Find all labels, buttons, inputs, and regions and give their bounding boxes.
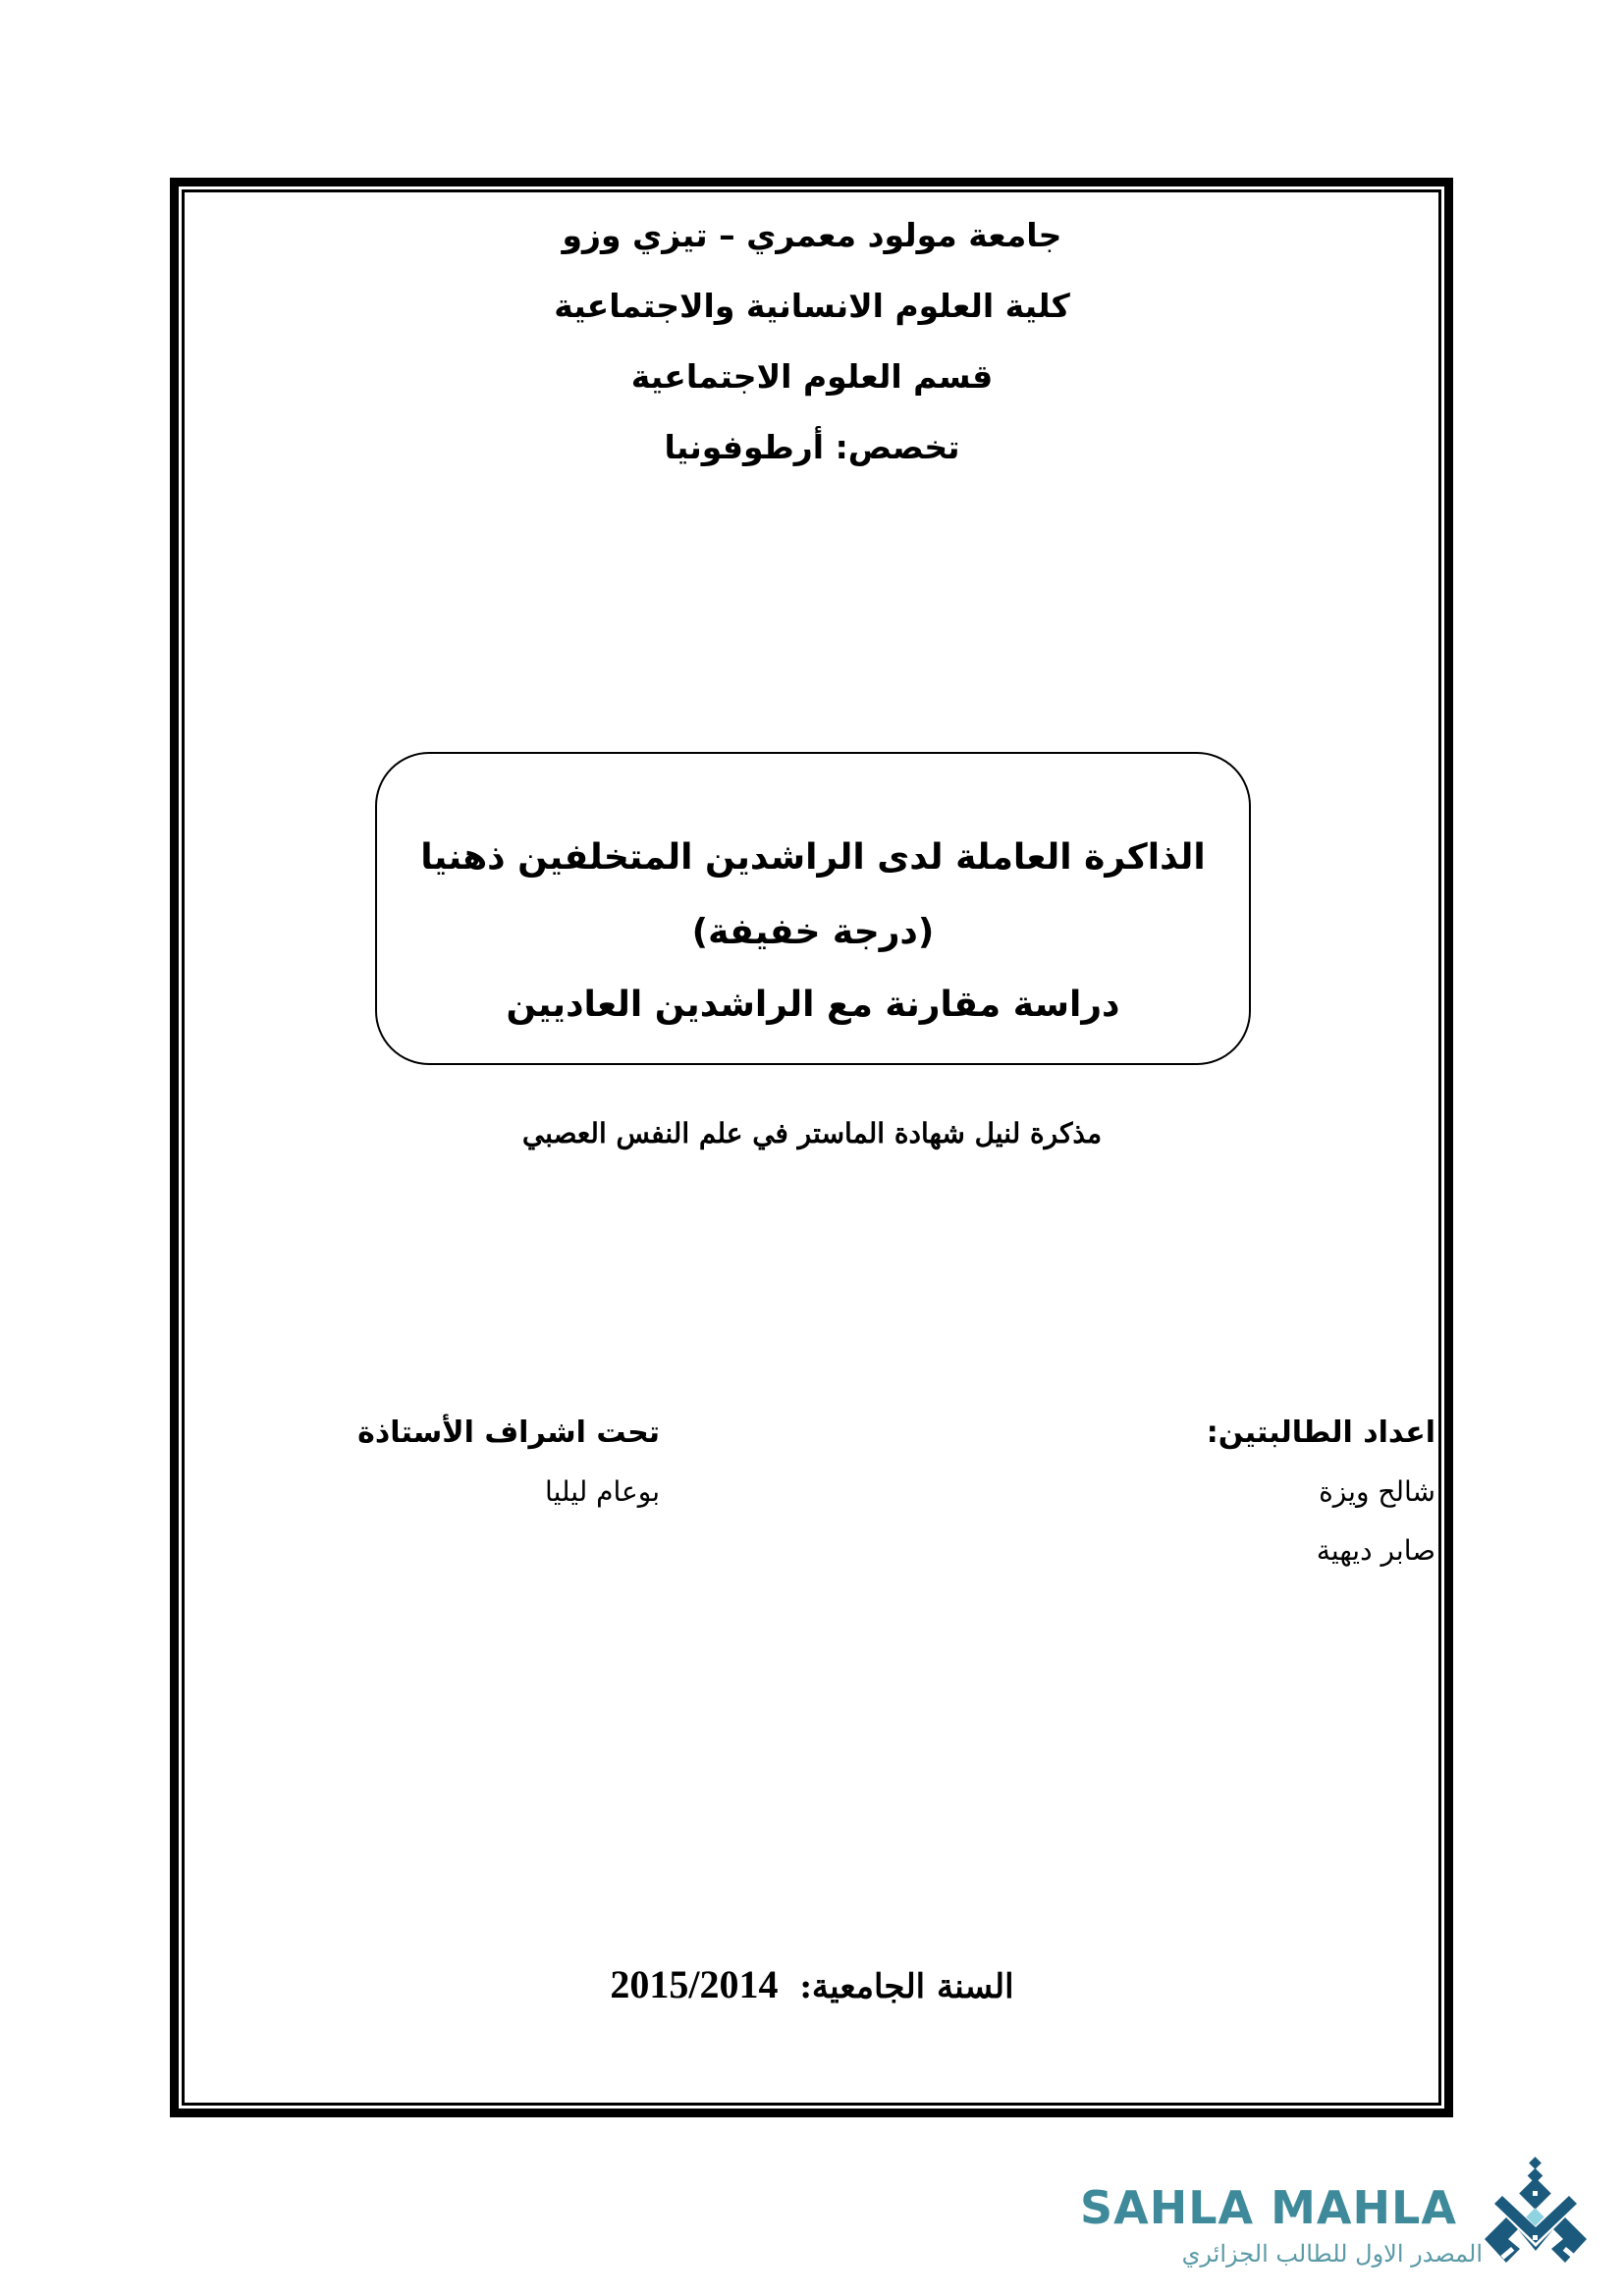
thesis-title-line-3: دراسة مقارنة مع الراشدين العاديين — [506, 985, 1120, 1025]
department-name: قسم العلوم الاجتماعية — [630, 357, 994, 396]
academic-year — [0, 1961, 1624, 2010]
watermark-tagline: المصدر الاول للطالب الجزائري — [1181, 2240, 1483, 2268]
thesis-title-line-2: (درجة خفيفة) — [691, 912, 935, 952]
academic-year-label: السنة الجامعية: — [799, 1967, 1014, 2006]
supervisor-label: تحت اشراف الأستاذة — [357, 1415, 660, 1450]
thesis-title-line-1: الذاكرة العاملة لدى الراشدين المتخلفين ذهنيا — [420, 837, 1206, 878]
sahla-mahla-emblem-icon — [1485, 2157, 1593, 2274]
thesis-title-box — [375, 752, 1251, 1065]
students-block — [1207, 1414, 1435, 1571]
sahla-mahla-watermark — [1080, 2155, 1610, 2292]
faculty-name: كلية العلوم الانسانية والاجتماعية — [554, 287, 1070, 325]
student-name: صابر ديهية — [1316, 1534, 1435, 1567]
students-label: اعداد الطالبتين: — [1206, 1415, 1435, 1450]
academic-year-value: 2015/2014 — [610, 1962, 779, 2006]
watermark-wordmark: SAHLA MAHLA — [1080, 2181, 1457, 2234]
student-name: شالح ويزة — [1319, 1475, 1435, 1508]
supervisor-block — [357, 1414, 660, 1512]
specialization: تخصص: أرطوفونيا — [664, 428, 960, 466]
supervisor-name: بوعام ليليا — [545, 1475, 660, 1508]
thesis-purpose: مذكرة لنيل شهادة الماستر في علم النفس العصبي — [521, 1117, 1103, 1149]
university-name: جامعة مولود معمري – تيزي وزو — [562, 216, 1062, 254]
